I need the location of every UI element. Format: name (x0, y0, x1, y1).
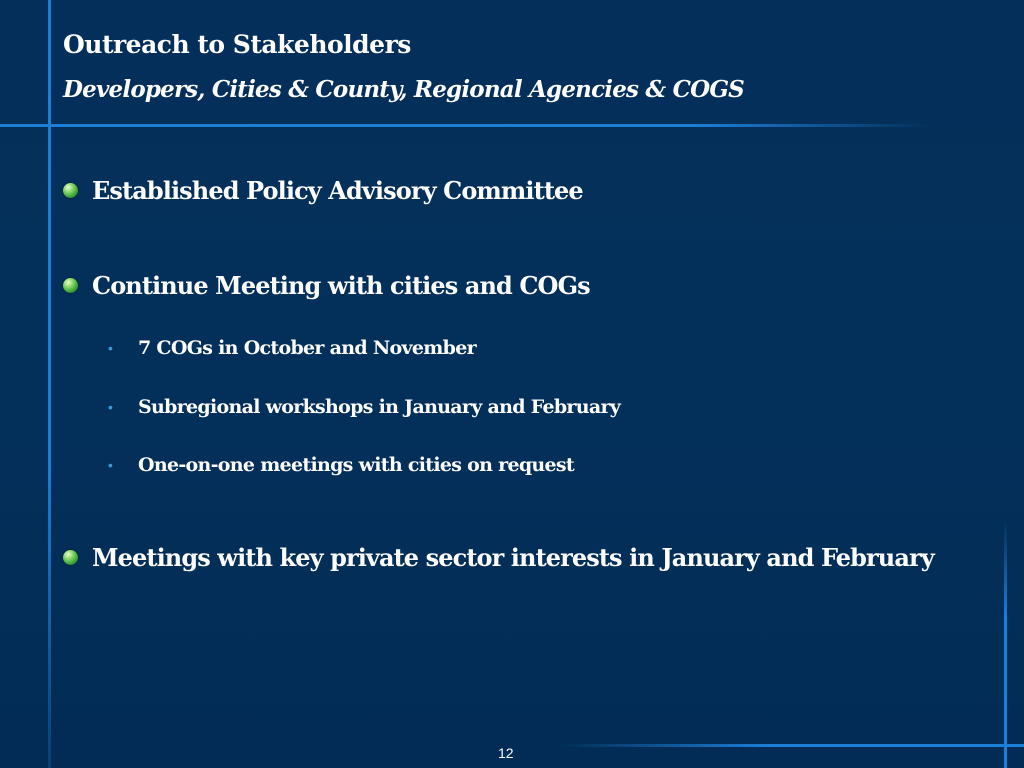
sub-bullet-text: Subregional workshops in January and February (138, 396, 621, 418)
sub-bullet-one-on-one (108, 454, 574, 476)
green-orb-bullet-icon (63, 550, 78, 565)
sub-bullet-text: One-on-one meetings with cities on request (138, 454, 575, 476)
title-underline-divider (0, 124, 930, 127)
left-vertical-divider (48, 0, 51, 768)
green-orb-bullet-icon (63, 278, 78, 293)
bullet-private-sector (63, 543, 934, 572)
sub-bullet-text: 7 COGs in October and November (138, 337, 476, 359)
bullet-text: Continue Meeting with cities and COGs (92, 271, 590, 300)
bullet-policy-committee (63, 176, 583, 205)
slide-subtitle: Developers, Cities & County, Regional Agencies & COGS (63, 76, 744, 103)
blue-dot-bullet-icon: • (108, 399, 113, 415)
slide-title: Outreach to Stakeholders (63, 30, 411, 59)
green-orb-bullet-icon (63, 183, 78, 198)
blue-dot-bullet-icon: • (108, 457, 113, 473)
sub-bullet-cogs (108, 337, 476, 359)
right-vertical-divider (1004, 520, 1007, 768)
blue-dot-bullet-icon: • (108, 340, 113, 356)
bullet-text: Established Policy Advisory Committee (92, 176, 583, 205)
bullet-text: Meetings with key private sector interests in January and February (92, 543, 934, 572)
sub-bullet-workshops (108, 396, 620, 418)
footer-divider (560, 744, 1024, 747)
bullet-continue-meeting (63, 271, 590, 300)
page-number: 12 (498, 745, 514, 761)
